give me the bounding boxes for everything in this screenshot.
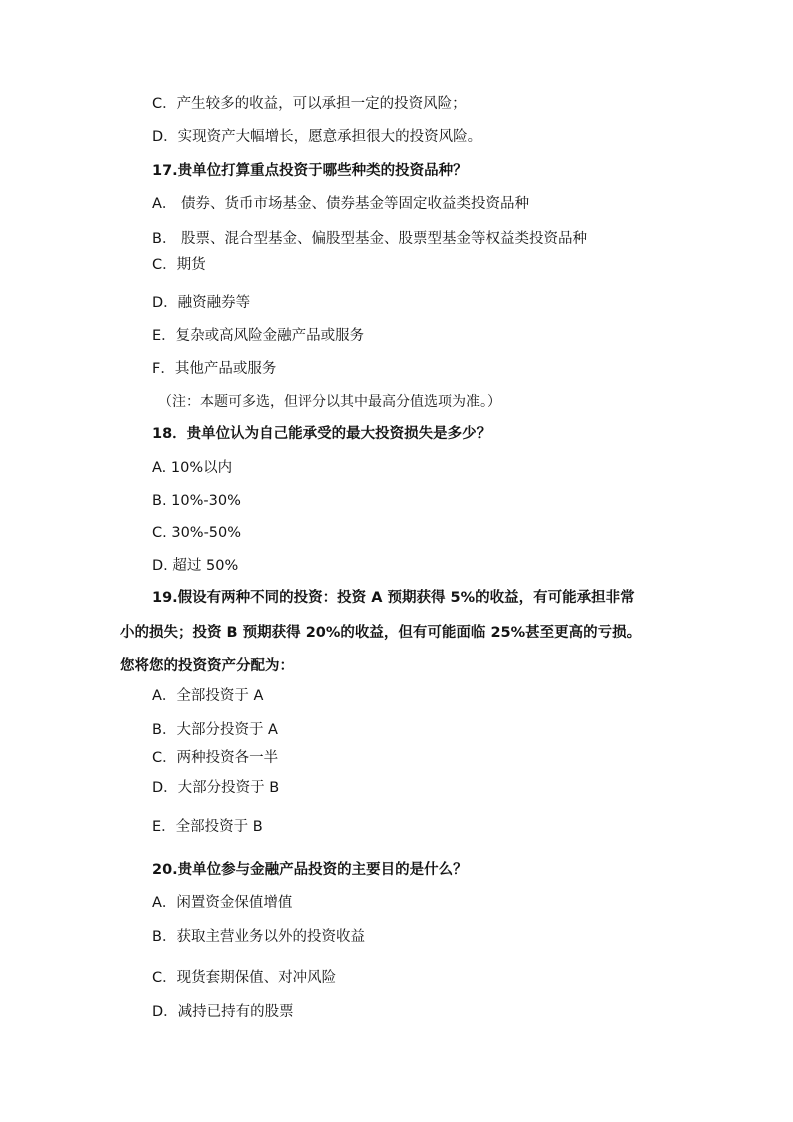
q19-option-c: C．两种投资各一半 <box>152 750 279 766</box>
q20-option-a: A．闲置资金保值增值 <box>152 895 293 911</box>
q18-option-c: C. 30%-50% <box>152 525 242 541</box>
q19-question-line-3: 您将您的投资资产分配为： <box>120 658 294 674</box>
q17-option-a: A． 债券、货币市场基金、债券基金等固定收益类投资品种 <box>152 196 530 212</box>
q17-option-d: D．融资融券等 <box>152 295 251 311</box>
q20-option-c: C．现货套期保值、对冲风险 <box>152 970 337 986</box>
q19-option-e: E．全部投资于 B <box>152 819 263 835</box>
q20-question: 20.贵单位参与金融产品投资的主要目的是什么？ <box>152 862 468 878</box>
q17-option-c: C．期货 <box>152 257 206 273</box>
q16-option-d: D．实现资产大幅增长，愿意承担很大的投资风险。 <box>152 129 483 145</box>
q16-option-c: C．产生较多的收益，可以承担一定的投资风险； <box>152 96 467 112</box>
q18-question: 18．贵单位认为自己能承受的最大投资损失是多少？ <box>152 426 492 442</box>
q19-option-a: A．全部投资于 A <box>152 688 264 704</box>
q17-question: 17.贵单位打算重点投资于哪些种类的投资品种？ <box>152 163 468 179</box>
q19-option-b: B．大部分投资于 A <box>152 722 278 738</box>
q19-question-line-2: 小的损失；投资 B 预期获得 20%的收益，但有可能面临 25%甚至更高的亏损。 <box>120 625 642 641</box>
q19-question-line-1: 19.假设有两种不同的投资：投资 A 预期获得 5%的收益，有可能承担非常 <box>152 590 635 606</box>
q18-option-b: B. 10%-30% <box>152 493 241 509</box>
q18-option-d: D. 超过 50% <box>152 558 239 574</box>
q18-option-a: A. 10%以内 <box>152 460 233 476</box>
q20-option-d: D．减持已持有的股票 <box>152 1004 294 1020</box>
q20-option-b: B．获取主营业务以外的投资收益 <box>152 929 365 945</box>
q17-option-f: F．其他产品或服务 <box>152 361 277 377</box>
q17-option-b: B． 股票、混合型基金、偏股型基金、股票型基金等权益类投资品种 <box>152 231 588 247</box>
q17-note: （注：本题可多选，但评分以其中最高分值选项为准。） <box>158 394 501 410</box>
q17-option-e: E．复杂或高风险金融产品或服务 <box>152 328 365 344</box>
q19-option-d: D．大部分投资于 B <box>152 780 280 796</box>
